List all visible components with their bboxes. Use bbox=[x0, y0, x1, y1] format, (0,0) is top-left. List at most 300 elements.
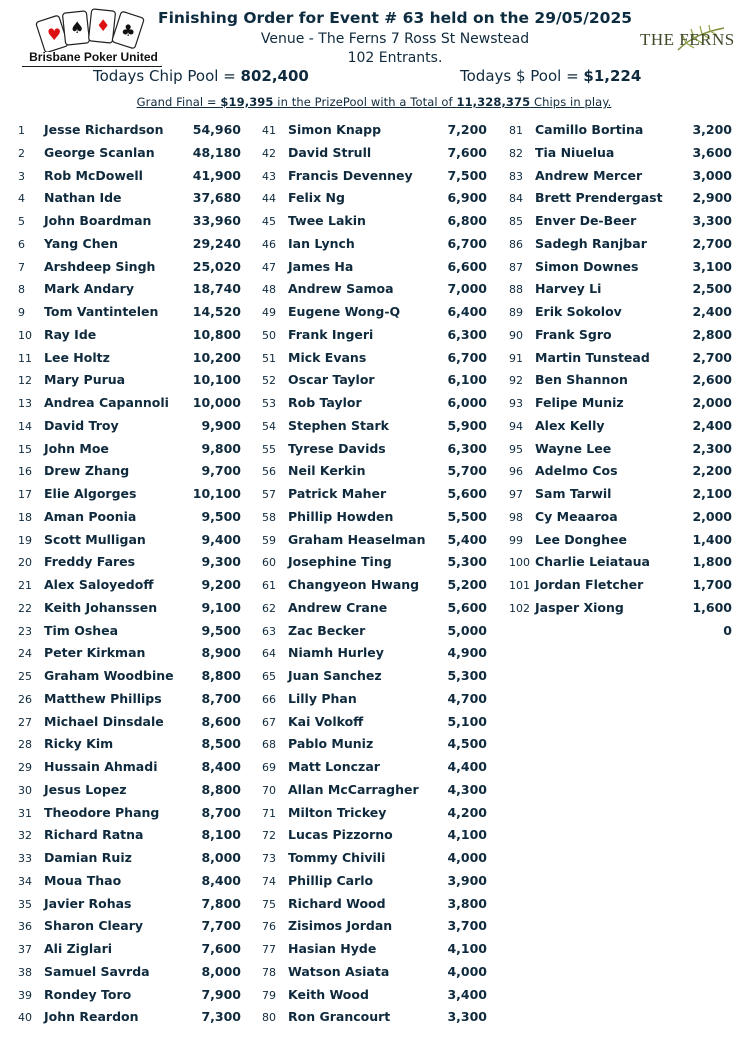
player-name: Ricky Kim bbox=[44, 736, 114, 752]
chip-count: 6,700 bbox=[447, 235, 487, 251]
result-row bbox=[18, 870, 241, 893]
chip-count: 2,600 bbox=[692, 372, 732, 388]
chip-count: 2,500 bbox=[692, 281, 732, 297]
finish-position: 53 bbox=[262, 397, 276, 410]
player-name: Josephine Ting bbox=[288, 554, 392, 570]
player-name: Aman Poonia bbox=[44, 508, 137, 524]
chip-count: 7,200 bbox=[447, 122, 487, 137]
svg-text:♣: ♣ bbox=[121, 21, 136, 40]
finish-position: 30 bbox=[18, 783, 32, 797]
chip-count: 7,600 bbox=[447, 144, 487, 160]
result-row bbox=[509, 256, 732, 279]
finish-position: 49 bbox=[262, 306, 276, 319]
result-row bbox=[509, 142, 732, 165]
svg-text:♦: ♦ bbox=[96, 16, 111, 35]
result-row bbox=[18, 915, 241, 938]
result-row bbox=[18, 802, 241, 825]
player-name: Changyeon Hwang bbox=[288, 577, 420, 592]
result-row bbox=[18, 324, 241, 347]
chip-count: 7,800 bbox=[201, 895, 241, 911]
finish-position: 52 bbox=[262, 374, 276, 388]
result-row bbox=[18, 642, 241, 665]
result-row bbox=[262, 733, 487, 756]
result-row bbox=[18, 574, 241, 597]
result-row bbox=[509, 278, 732, 301]
player-name: Andrew Mercer bbox=[535, 167, 643, 183]
result-row bbox=[262, 119, 487, 142]
player-name: Felix Ng bbox=[288, 190, 345, 206]
result-row bbox=[18, 733, 241, 756]
chip-count: 14,520 bbox=[192, 304, 241, 319]
player-name: Ben Shannon bbox=[535, 372, 628, 388]
result-row bbox=[509, 460, 732, 483]
player-name: Jasper Xiong bbox=[535, 599, 624, 615]
chip-count: 1,400 bbox=[692, 531, 732, 547]
finish-position: 74 bbox=[262, 874, 276, 888]
result-row bbox=[262, 347, 487, 370]
chip-pool-value: 802,400 bbox=[240, 67, 309, 85]
finish-position: 16 bbox=[18, 465, 32, 479]
result-row bbox=[509, 324, 732, 347]
result-row bbox=[18, 779, 241, 802]
player-name: Michael Dinsdale bbox=[44, 713, 164, 729]
chip-count: 8,100 bbox=[201, 827, 241, 843]
player-name: Patrick Maher bbox=[288, 486, 387, 501]
result-row bbox=[262, 938, 487, 961]
chip-count: 9,100 bbox=[201, 599, 241, 615]
result-row bbox=[262, 984, 487, 1007]
chip-count: 5,700 bbox=[447, 463, 487, 479]
chip-count: 5,000 bbox=[447, 622, 487, 638]
finish-position: 102 bbox=[509, 601, 530, 615]
player-name: Andrea Capannoli bbox=[44, 395, 169, 410]
chip-count: 2,300 bbox=[692, 440, 732, 456]
finish-position: 93 bbox=[509, 397, 523, 410]
player-name: Ron Grancourt bbox=[288, 1009, 391, 1025]
player-name: Zac Becker bbox=[288, 622, 366, 638]
chip-count: 25,020 bbox=[192, 258, 241, 274]
result-row bbox=[18, 301, 241, 324]
player-name: Ian Lynch bbox=[288, 235, 355, 251]
result-row bbox=[18, 506, 241, 529]
finish-position: 6 bbox=[18, 237, 25, 251]
player-name: Lucas Pizzorno bbox=[288, 827, 393, 843]
chip-count: 7,500 bbox=[447, 167, 487, 183]
chip-count: 3,300 bbox=[692, 213, 732, 228]
grand-final-chips: 11,328,375 bbox=[456, 95, 531, 109]
player-name: Andrew Samoa bbox=[288, 281, 394, 297]
venue-line: Venue - The Ferns 7 Ross St Newstead bbox=[260, 31, 530, 47]
player-name: Richard Ratna bbox=[44, 827, 144, 843]
chip-count: 4,200 bbox=[447, 804, 487, 820]
chip-count: 4,500 bbox=[447, 736, 487, 752]
result-row bbox=[262, 438, 487, 461]
grand-final-prize: $19,395 bbox=[220, 95, 274, 109]
finish-position: 13 bbox=[18, 397, 32, 410]
player-name: Kai Volkoff bbox=[288, 713, 364, 729]
chip-count: 10,800 bbox=[192, 326, 241, 342]
finish-position: 44 bbox=[262, 192, 276, 206]
finish-position: 61 bbox=[262, 579, 276, 592]
finish-position: 14 bbox=[18, 419, 32, 433]
player-name: Zisimos Jordan bbox=[288, 918, 393, 934]
chip-count: 9,700 bbox=[201, 463, 241, 479]
chip-count: 4,400 bbox=[447, 759, 487, 774]
result-row bbox=[18, 529, 241, 552]
finish-position: 69 bbox=[262, 761, 276, 774]
player-name: Nathan Ide bbox=[44, 190, 122, 206]
player-name: Richard Wood bbox=[288, 895, 386, 911]
result-row bbox=[262, 529, 487, 552]
finish-position: 55 bbox=[262, 442, 276, 456]
result-row bbox=[18, 938, 241, 961]
player-name: Peter Kirkman bbox=[44, 645, 146, 661]
player-name: David Strull bbox=[288, 144, 372, 160]
chip-count: 9,200 bbox=[201, 577, 241, 592]
chip-count: 7,300 bbox=[201, 1009, 241, 1025]
finish-position: 38 bbox=[18, 965, 32, 979]
player-name: Lee Holtz bbox=[44, 349, 110, 365]
result-row bbox=[509, 574, 732, 597]
chip-count: 5,600 bbox=[447, 599, 487, 615]
chip-count: 5,500 bbox=[447, 508, 487, 524]
player-name: Damian Ruiz bbox=[44, 850, 132, 865]
result-row bbox=[262, 915, 487, 938]
player-name: Enver De-Beer bbox=[535, 213, 637, 228]
finish-position: 46 bbox=[262, 237, 276, 251]
chip-count: 8,800 bbox=[201, 668, 241, 683]
finish-position: 37 bbox=[18, 943, 32, 956]
result-row bbox=[509, 165, 732, 188]
result-row bbox=[262, 256, 487, 279]
chip-count: 6,100 bbox=[447, 372, 487, 388]
chip-count: 2,000 bbox=[692, 395, 732, 410]
finish-position: 90 bbox=[509, 328, 523, 342]
finish-position: 41 bbox=[262, 124, 276, 137]
result-row bbox=[18, 119, 241, 142]
finish-position: 87 bbox=[509, 260, 523, 274]
chip-count: 10,100 bbox=[192, 372, 241, 388]
player-name: John Boardman bbox=[44, 213, 152, 228]
result-row bbox=[262, 460, 487, 483]
player-name: Milton Trickey bbox=[288, 804, 387, 820]
player-name: Lee Donghee bbox=[535, 531, 627, 547]
chip-count: 5,600 bbox=[447, 486, 487, 501]
result-row bbox=[262, 301, 487, 324]
result-row bbox=[262, 415, 487, 438]
chip-count: 4,100 bbox=[447, 941, 487, 956]
result-row bbox=[18, 187, 241, 210]
finish-position: 59 bbox=[262, 533, 276, 547]
chip-pool bbox=[93, 67, 309, 85]
player-name: Phillip Howden bbox=[288, 508, 394, 524]
player-name: Camillo Bortina bbox=[535, 122, 644, 137]
chip-count: 10,000 bbox=[192, 395, 241, 410]
player-name: Twee Lakin bbox=[288, 213, 366, 228]
chip-count: 2,400 bbox=[692, 417, 732, 433]
finish-position: 17 bbox=[18, 488, 32, 501]
player-name: Charlie Leiataua bbox=[535, 554, 650, 570]
finish-position: 67 bbox=[262, 715, 276, 729]
player-name: Niamh Hurley bbox=[288, 645, 384, 661]
result-row bbox=[262, 893, 487, 916]
result-row bbox=[18, 824, 241, 847]
finish-position: 33 bbox=[18, 852, 32, 865]
chip-count: 7,600 bbox=[201, 941, 241, 956]
result-row bbox=[18, 688, 241, 711]
result-row bbox=[509, 301, 732, 324]
finish-position: 91 bbox=[509, 351, 523, 365]
player-name: Phillip Carlo bbox=[288, 872, 374, 888]
chip-count: 4,000 bbox=[447, 850, 487, 865]
finish-position: 39 bbox=[18, 988, 32, 1002]
result-row bbox=[262, 756, 487, 779]
finish-position: 101 bbox=[509, 579, 530, 592]
player-name: Sadegh Ranjbar bbox=[535, 235, 647, 251]
chip-count: 1,700 bbox=[692, 577, 732, 592]
player-name: Pablo Muniz bbox=[288, 736, 374, 752]
player-name: Arshdeep Singh bbox=[44, 258, 156, 274]
chip-pool-label: Todays Chip Pool = bbox=[93, 67, 241, 85]
player-name: Felipe Muniz bbox=[535, 395, 624, 410]
finish-position: 81 bbox=[509, 124, 523, 137]
player-name: Tommy Chivili bbox=[288, 850, 386, 865]
result-row bbox=[18, 438, 241, 461]
chip-count: 2,100 bbox=[692, 486, 732, 501]
player-name: Theodore Phang bbox=[44, 804, 160, 820]
chip-count: 6,800 bbox=[447, 213, 487, 228]
result-row bbox=[18, 233, 241, 256]
chip-count: 9,800 bbox=[201, 440, 241, 456]
finish-position: 84 bbox=[509, 192, 523, 206]
chip-count: 2,700 bbox=[692, 235, 732, 251]
result-row bbox=[262, 847, 487, 870]
finish-position: 82 bbox=[509, 146, 523, 160]
chip-count: 2,000 bbox=[692, 508, 732, 524]
player-name: Erik Sokolov bbox=[535, 304, 622, 319]
finish-position: 47 bbox=[262, 260, 276, 274]
chip-count: 4,900 bbox=[447, 645, 487, 661]
finish-position: 42 bbox=[262, 146, 276, 160]
finish-position: 92 bbox=[509, 374, 523, 388]
cash-pool-value: $1,224 bbox=[583, 67, 642, 85]
finish-position: 68 bbox=[262, 738, 276, 752]
brisbane-logo-text: Brisbane Poker United bbox=[29, 50, 158, 64]
finish-position: 71 bbox=[262, 806, 276, 820]
finish-position: 36 bbox=[18, 920, 32, 934]
player-name: Keith Johanssen bbox=[44, 599, 158, 615]
event-title: Finishing Order for Event # 63 held on the 29/05/2025 bbox=[157, 9, 633, 27]
cash-pool bbox=[460, 67, 641, 85]
player-name: Simon Downes bbox=[535, 258, 639, 274]
chip-count: 9,500 bbox=[201, 622, 241, 638]
finish-position: 26 bbox=[18, 692, 32, 706]
chip-count: 8,000 bbox=[201, 963, 241, 979]
results-column-3 bbox=[509, 119, 732, 642]
player-name: Alex Kelly bbox=[535, 417, 605, 433]
player-name: Javier Rohas bbox=[44, 895, 132, 911]
chip-count: 5,100 bbox=[447, 713, 487, 729]
result-row bbox=[18, 1006, 241, 1029]
chip-count: 5,400 bbox=[447, 531, 487, 547]
finish-position: 50 bbox=[262, 328, 276, 342]
result-row bbox=[18, 165, 241, 188]
chip-count: 5,300 bbox=[447, 668, 487, 683]
finish-position: 64 bbox=[262, 647, 276, 661]
result-row bbox=[18, 210, 241, 233]
chip-count: 3,700 bbox=[447, 918, 487, 934]
chip-count: 10,200 bbox=[192, 349, 241, 365]
player-name: Jordan Fletcher bbox=[535, 577, 644, 592]
player-name: Mary Purua bbox=[44, 372, 126, 388]
finish-position: 15 bbox=[18, 442, 32, 456]
player-name: Elie Algorges bbox=[44, 486, 137, 501]
player-name: Adelmo Cos bbox=[535, 463, 618, 479]
result-row bbox=[18, 620, 241, 643]
finish-position: 11 bbox=[18, 351, 32, 365]
svg-text:♥: ♥ bbox=[47, 25, 62, 44]
finish-position: 80 bbox=[262, 1011, 276, 1025]
chip-count: 6,400 bbox=[447, 304, 487, 319]
player-name: Hasian Hyde bbox=[288, 941, 377, 956]
grand-final-line bbox=[0, 95, 748, 109]
grand-final-suffix: Chips in play. bbox=[530, 95, 612, 109]
chip-count: 3,200 bbox=[692, 122, 732, 137]
player-name: Rob Taylor bbox=[288, 395, 362, 410]
finish-position: 51 bbox=[262, 351, 276, 365]
player-name: Allan McCarragher bbox=[288, 781, 419, 797]
player-name: Cy Meaaroa bbox=[535, 508, 618, 524]
finish-position: 95 bbox=[509, 442, 523, 456]
chip-count: 3,600 bbox=[692, 144, 732, 160]
chip-count: 5,900 bbox=[447, 417, 487, 433]
chip-count: 41,900 bbox=[192, 167, 241, 183]
chip-count: 3,900 bbox=[447, 872, 487, 888]
grand-final-prefix: Grand Final = bbox=[136, 95, 221, 109]
chip-count: 0 bbox=[723, 622, 732, 638]
finish-position: 48 bbox=[262, 283, 276, 297]
finish-position: 58 bbox=[262, 510, 276, 524]
chip-count: 8,400 bbox=[201, 759, 241, 774]
finish-position: 62 bbox=[262, 601, 276, 615]
finish-position: 29 bbox=[18, 761, 32, 774]
finish-position: 31 bbox=[18, 806, 32, 820]
chip-count: 5,200 bbox=[447, 577, 487, 592]
player-name: Frank Ingeri bbox=[288, 326, 374, 342]
chip-count: 8,700 bbox=[201, 690, 241, 706]
player-name: Jesus Lopez bbox=[44, 781, 127, 797]
result-row bbox=[18, 256, 241, 279]
finish-position: 65 bbox=[262, 670, 276, 683]
chip-count: 4,100 bbox=[447, 827, 487, 843]
player-name: Eugene Wong-Q bbox=[288, 304, 401, 319]
result-row bbox=[509, 415, 732, 438]
chip-count: 8,000 bbox=[201, 850, 241, 865]
player-name: Scott Mulligan bbox=[44, 531, 146, 547]
result-row bbox=[509, 119, 732, 142]
result-row bbox=[262, 278, 487, 301]
result-row bbox=[262, 483, 487, 506]
player-name: George Scanlan bbox=[44, 144, 155, 160]
finish-position: 2 bbox=[18, 146, 25, 160]
finish-position: 63 bbox=[262, 624, 276, 638]
result-row bbox=[262, 711, 487, 734]
result-row bbox=[509, 597, 732, 620]
player-name: Alex Saloyedoff bbox=[44, 577, 154, 592]
player-name: Yang Chen bbox=[44, 235, 118, 251]
finish-position: 54 bbox=[262, 419, 276, 433]
result-row bbox=[18, 415, 241, 438]
finish-position: 8 bbox=[18, 283, 25, 297]
finish-position: 9 bbox=[18, 306, 25, 319]
chip-count: 9,500 bbox=[201, 508, 241, 524]
chip-count: 5,300 bbox=[447, 554, 487, 570]
player-name: Brett Prendergast bbox=[535, 190, 663, 206]
chip-count: 2,400 bbox=[692, 304, 732, 319]
finish-position: 85 bbox=[509, 215, 523, 228]
player-name: Wayne Lee bbox=[535, 440, 612, 456]
chip-count: 3,400 bbox=[447, 986, 487, 1002]
player-name: Sam Tarwil bbox=[535, 486, 612, 501]
result-row bbox=[262, 802, 487, 825]
finish-position: 86 bbox=[509, 237, 523, 251]
finish-position: 76 bbox=[262, 920, 276, 934]
result-row bbox=[18, 460, 241, 483]
result-row bbox=[18, 597, 241, 620]
chip-count: 3,000 bbox=[692, 167, 732, 183]
chip-count: 6,300 bbox=[447, 326, 487, 342]
chip-count: 4,300 bbox=[447, 781, 487, 797]
result-row bbox=[509, 620, 732, 643]
chip-count: 18,740 bbox=[192, 281, 241, 297]
chip-count: 8,600 bbox=[201, 713, 241, 729]
player-name: Drew Zhang bbox=[44, 463, 130, 479]
player-name: Ray Ide bbox=[44, 326, 97, 342]
finish-position: 28 bbox=[18, 738, 32, 752]
player-name: Keith Wood bbox=[288, 986, 369, 1002]
finish-position: 40 bbox=[18, 1011, 32, 1025]
chip-count: 7,000 bbox=[447, 281, 487, 297]
finish-position: 97 bbox=[509, 488, 523, 501]
chip-count: 7,900 bbox=[201, 986, 241, 1002]
result-row bbox=[262, 574, 487, 597]
player-name: Rob McDowell bbox=[44, 167, 143, 183]
chip-count: 6,300 bbox=[447, 440, 487, 456]
finish-position: 57 bbox=[262, 488, 276, 501]
entrants-count: 102 Entrants. bbox=[347, 50, 443, 66]
finish-position: 32 bbox=[18, 829, 32, 843]
chip-count: 8,500 bbox=[201, 736, 241, 752]
player-name: Tia Niuelua bbox=[535, 144, 615, 160]
player-name: Mick Evans bbox=[288, 349, 367, 365]
result-row bbox=[18, 847, 241, 870]
chip-count: 6,000 bbox=[447, 395, 487, 410]
player-name: Oscar Taylor bbox=[288, 372, 375, 388]
player-name: David Troy bbox=[44, 417, 119, 433]
result-row bbox=[262, 620, 487, 643]
player-name: John Reardon bbox=[44, 1009, 139, 1025]
chip-count: 2,900 bbox=[692, 190, 732, 206]
chip-count: 2,800 bbox=[692, 326, 732, 342]
finish-position: 78 bbox=[262, 965, 276, 979]
finish-position: 96 bbox=[509, 465, 523, 479]
player-name: Lilly Phan bbox=[288, 690, 357, 706]
player-name: Stephen Stark bbox=[288, 417, 389, 433]
player-name: Francis Devenney bbox=[288, 167, 413, 183]
player-name: Mark Andary bbox=[44, 281, 134, 297]
player-name: Neil Kerkin bbox=[288, 463, 366, 479]
result-row bbox=[18, 893, 241, 916]
